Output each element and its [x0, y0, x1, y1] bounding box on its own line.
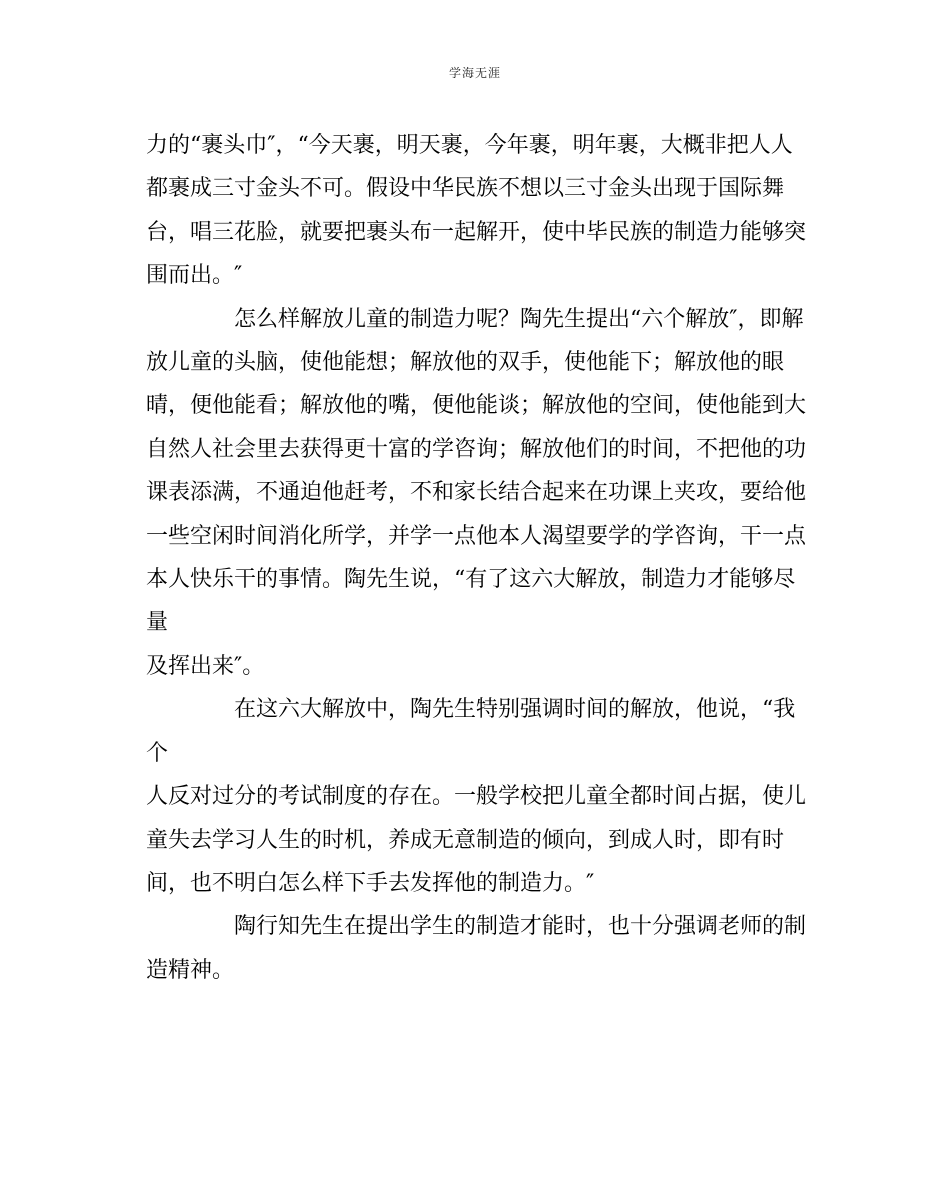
- text-line: 台，唱三花脸，就要把裹头布一起解开，使中毕民族的制造力能够突: [146, 219, 807, 245]
- paragraph-1: [146, 124, 810, 298]
- text-line: 及挥出来″。: [146, 653, 265, 679]
- paragraph-2: [146, 298, 810, 689]
- text-line: 陶行知先生在提出学生的制造才能时，也十分强调老师的制: [234, 914, 807, 940]
- page-header: 学海无涯: [448, 66, 501, 80]
- paragraph-4: [146, 905, 810, 992]
- text-line: 力的“裹头巾″，“今天裹，明天裹，今年裹，明年裹，大概非把人人: [146, 133, 793, 158]
- text-line: 一些空闲时间消化所学，并学一点他本人渴望要学的学咨询，干一点: [146, 523, 807, 549]
- text-line: 自然人社会里去获得更十富的学咨询；解放他们的时间，不把他的功: [146, 436, 807, 462]
- text-line: 童失去学习人生的时机，养成无意制造的倾向，到成人时，即有时: [146, 827, 785, 853]
- text-line: 晴，便他能看；解放他的嘴，便他能谈；解放他的空间，使他能到大: [146, 393, 807, 419]
- text-line: 放儿童的头脑，使他能想；解放他的双手，使他能下；解放他的眼: [146, 350, 785, 376]
- text-line: 造精神。: [146, 957, 235, 983]
- text-line: 课表添满，不通迫他赶考，不和家长结合起来在功课上夹攻，要给他: [146, 480, 807, 506]
- text-line: 在这六大解放中，陶先生特别强调时间的解放，他说，“我个: [146, 697, 796, 766]
- text-line: 本人快乐干的事情。陶先生说，“有了这六大解放，制造力才能够尽量: [146, 567, 796, 636]
- text-line: 围而出。″: [146, 263, 243, 289]
- text-line: 间，也不明白怎么样下手去发挥他的制造力。″: [146, 870, 595, 896]
- text-line: 人反对过分的考试制度的存在。一般学校把儿童全都时间占据，使儿: [146, 784, 807, 810]
- document-body: [146, 124, 810, 992]
- paragraph-3: [146, 688, 810, 905]
- text-line: 都裹成三寸金头不可。假设中华民族不想以三寸金头出现于国际舞: [146, 176, 785, 202]
- text-line: 怎么样解放儿童的制造力呢？陶先生提出“六个解放″，即解: [234, 306, 804, 332]
